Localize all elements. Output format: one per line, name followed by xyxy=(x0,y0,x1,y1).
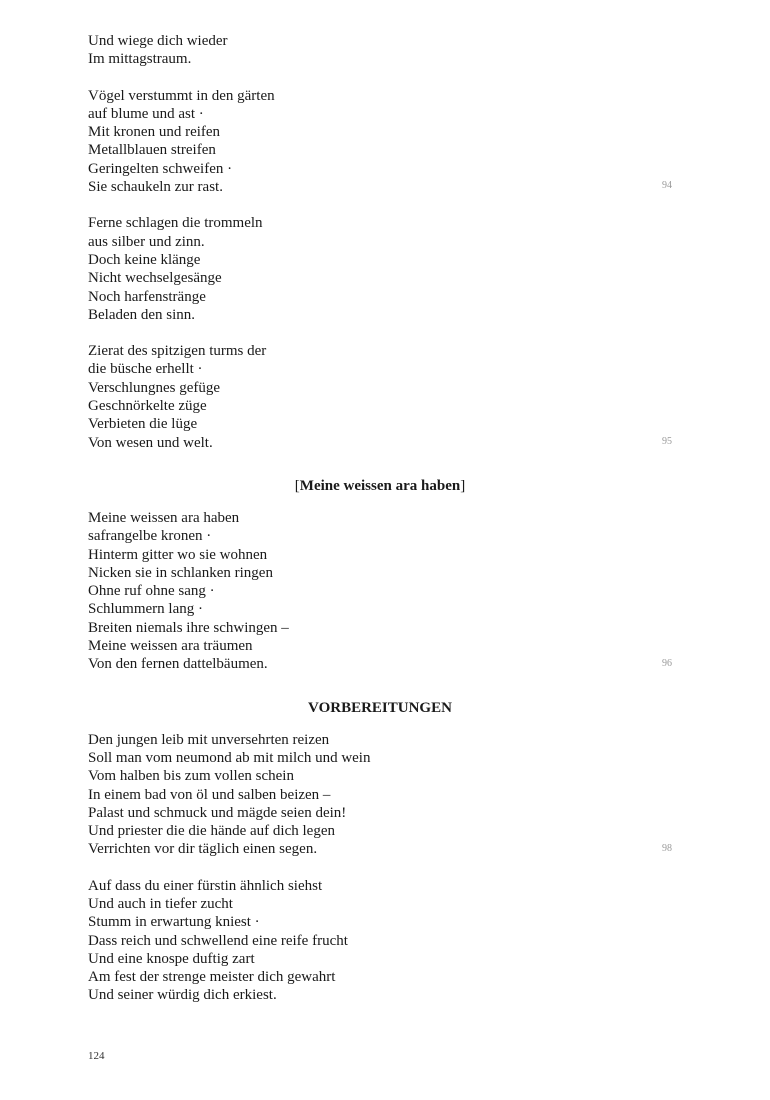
verse-line: Geringelten schweifen · xyxy=(88,160,233,177)
stanza-3 xyxy=(88,214,672,324)
poem-title: VORBEREITUNGEN xyxy=(308,699,452,716)
margin-number: 95 xyxy=(662,435,672,447)
title-bracket: [ xyxy=(294,477,300,494)
poem-title xyxy=(88,476,672,496)
verse-line: Verbieten die lüge xyxy=(88,416,198,433)
verse-line: Stumm in erwartung kniest · xyxy=(88,914,260,931)
title-text: Meine weissen ara haben xyxy=(299,477,461,494)
margin-number: 94 xyxy=(662,180,672,192)
verse-line: In einem bad von öl und salben beizen – xyxy=(88,786,331,803)
verse-line: Verschlungnes gefüge xyxy=(88,379,221,396)
verse-line: Palast und schmuck und mägde seien dein! xyxy=(88,804,347,821)
verse-line: Von den fernen dattelbäumen. xyxy=(88,656,268,673)
verse-line: Hinterm gitter wo sie wohnen xyxy=(88,546,268,563)
verse-line: Von wesen und welt. xyxy=(88,434,213,451)
verse-line: Soll man vom neumond ab mit milch und wein xyxy=(88,749,371,766)
verse-line: Ferne schlagen die trommeln xyxy=(88,215,263,232)
verse-line: Und auch in tiefer zucht xyxy=(88,895,233,912)
verse-line: Verrichten vor dir täglich einen segen. xyxy=(88,841,318,858)
verse-line: Nicht wechselgesänge xyxy=(88,270,222,287)
verse-line: Metallblauen streifen xyxy=(88,142,216,159)
verse-line: Meine weissen ara träumen xyxy=(88,638,253,655)
verse-line: Geschnörkelte züge xyxy=(88,398,207,415)
verse-line: Schlummern lang · xyxy=(88,601,203,618)
margin-number: 96 xyxy=(662,657,672,669)
verse-line: auf blume und ast · xyxy=(88,105,204,122)
verse-line: Auf dass du einer fürstin ähnlich siehst xyxy=(88,877,323,894)
stanza-1 xyxy=(88,32,672,69)
verse-line: Noch harfenstränge xyxy=(88,288,206,305)
verse-line: Breiten niemals ihre schwingen – xyxy=(88,619,289,636)
verse-line: Nicken sie in schlanken ringen xyxy=(88,564,273,581)
page-number: 124 xyxy=(88,1050,105,1062)
stanza-2 xyxy=(88,87,672,197)
verse-line: Und wiege dich wieder xyxy=(88,33,228,49)
verse-line: Beladen den sinn. xyxy=(88,306,196,323)
verse-line: Vögel verstummt in den gärten xyxy=(88,87,275,104)
verse-line: Zierat des spitzigen turms der xyxy=(88,343,267,360)
verse-line: Und priester die die hände auf dich legen xyxy=(88,823,335,840)
verse-line: Meine weissen ara haben xyxy=(88,509,240,526)
verse-line: Den jungen leib mit unversehrten reizen xyxy=(88,731,330,748)
title-bracket: ] xyxy=(460,477,466,494)
verse-line: safrangelbe kronen · xyxy=(88,528,212,545)
stanza-4 xyxy=(88,342,672,452)
verse-line: Dass reich und schwellend eine reife frucht xyxy=(88,932,348,949)
stanza-vorbereitungen-1 xyxy=(88,731,672,859)
verse-line: die büsche erhellt · xyxy=(88,361,203,378)
margin-number: 98 xyxy=(662,842,672,854)
verse-line: Am fest der strenge meister dich gewahrt xyxy=(88,969,336,986)
verse-line: Ohne ruf ohne sang · xyxy=(88,583,215,600)
stanza-ara xyxy=(88,509,672,674)
verse-line: aus silber und zinn. xyxy=(88,233,205,250)
poem-text xyxy=(88,32,672,1005)
verse-line: Doch keine klänge xyxy=(88,251,201,268)
verse-line: Vom halben bis zum vollen schein xyxy=(88,768,294,785)
verse-line: Und eine knospe duftig zart xyxy=(88,950,255,967)
verse-line: Mit kronen und reifen xyxy=(88,124,221,141)
verse-line: Sie schaukeln zur rast. xyxy=(88,179,223,196)
verse-line: Im mittagstraum. xyxy=(88,51,192,68)
stanza-vorbereitungen-2 xyxy=(88,877,672,1005)
verse-line: Und seiner würdig dich erkiest. xyxy=(88,987,277,1004)
